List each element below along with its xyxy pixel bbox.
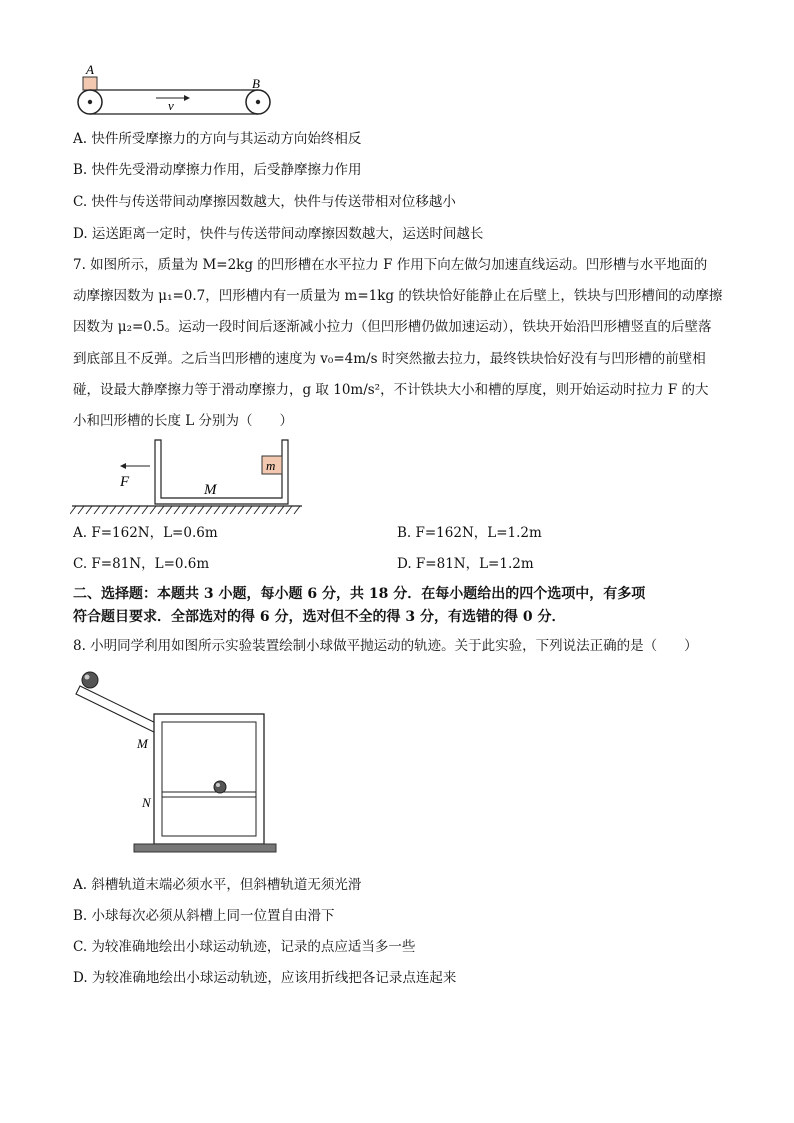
q8-option-b: B. 小球每次必须从斜槽上同一位置自由滑下 (73, 908, 335, 924)
apparatus-figure (72, 666, 287, 860)
label-f: F (120, 474, 130, 490)
ball-on-tray (214, 781, 226, 793)
q7-stem-line: 到底部且不反弹。之后当凹形槽的速度为 v₀=4m/s 时突然撤去拉力，最终铁块恰好没有与凹形槽的前壁相 (73, 351, 706, 367)
label-n: N (142, 795, 151, 810)
q8-option-c: C. 为较准确地绘出小球运动轨迹，记录的点应适当多一些 (73, 939, 416, 955)
q6-option-b: B. 快件先受滑动摩擦力作用，后受静摩擦力作用 (73, 162, 362, 178)
q6-option-c: C. 快件与传送带间动摩擦因数越大，快件与传送带相对位移越小 (73, 194, 456, 210)
label-m-big: M (204, 482, 217, 498)
label-m: M (137, 736, 148, 751)
q8-option-d: D. 为较准确地绘出小球运动轨迹，应该用折线把各记录点连起来 (73, 970, 457, 986)
label-a: A (86, 62, 94, 77)
label-b: B (252, 76, 260, 91)
q7-stem-line: 小和凹形槽的长度 L 分别为（ ） (73, 413, 294, 429)
q7-option-b: B. F=162N，L=1.2m (397, 525, 542, 541)
q8-option-a: A. 斜槽轨道末端必须水平，但斜槽轨道无须光滑 (73, 877, 362, 893)
base-plate (134, 844, 276, 852)
q7-stem-line: 7. 如图所示，质量为 M=2kg 的凹形槽在水平拉力 F 作用下向左做匀加速直线运动。凹形槽与水平地面的 (73, 257, 708, 273)
board-inner (162, 722, 256, 836)
q7-option-d: D. F=81N，L=1.2m (397, 556, 534, 572)
conveyor-belt-figure (70, 62, 280, 122)
trough-figure (70, 436, 310, 520)
ball-top (82, 672, 98, 688)
q7-option-a: A. F=162N，L=0.6m (73, 525, 218, 541)
q6-option-a: A. 快件所受摩擦力的方向与其运动方向始终相反 (73, 131, 362, 147)
q7-stem-line: 碰，设最大静摩擦力等于滑动摩擦力，g 取 10m/s²，不计铁块大小和槽的厚度，则开始运动时拉力 F 的大 (73, 382, 709, 398)
section-heading: 符合题目要求．全部选对的得 6 分，选对但不全的得 3 分，有选错的得 0 分． (73, 609, 566, 625)
label-v: v (168, 98, 174, 113)
q7-stem-line: 动摩擦因数为 μ₁=0.7，凹形槽内有一质量为 m=1kg 的铁块恰好能静止在后壁上，铁块与凹形槽间的动摩擦 (73, 288, 723, 304)
label-m-small: m (266, 458, 276, 473)
q6-option-d: D. 运送距离一定时，快件与传送带间动摩擦因数越大，运送时间越长 (73, 226, 484, 242)
q7-stem-line: 因数为 μ₂=0.5。运动一段时间后逐渐减小拉力（但凹形槽仍做加速运动），铁块开始沿凹形槽竖直的后壁落 (73, 319, 712, 335)
parcel-a (83, 77, 97, 90)
section-heading: 二、选择题：本题共 3 小题，每小题 6 分，共 18 分．在每小题给出的四个选项中，有多项 (73, 586, 646, 602)
q8-stem: 8. 小明同学利用如图所示实验装置绘制小球做平抛运动的轨迹。关于此实验，下列说法正确的是（ ） (73, 638, 698, 654)
q7-option-c: C. F=81N，L=0.6m (73, 556, 210, 572)
